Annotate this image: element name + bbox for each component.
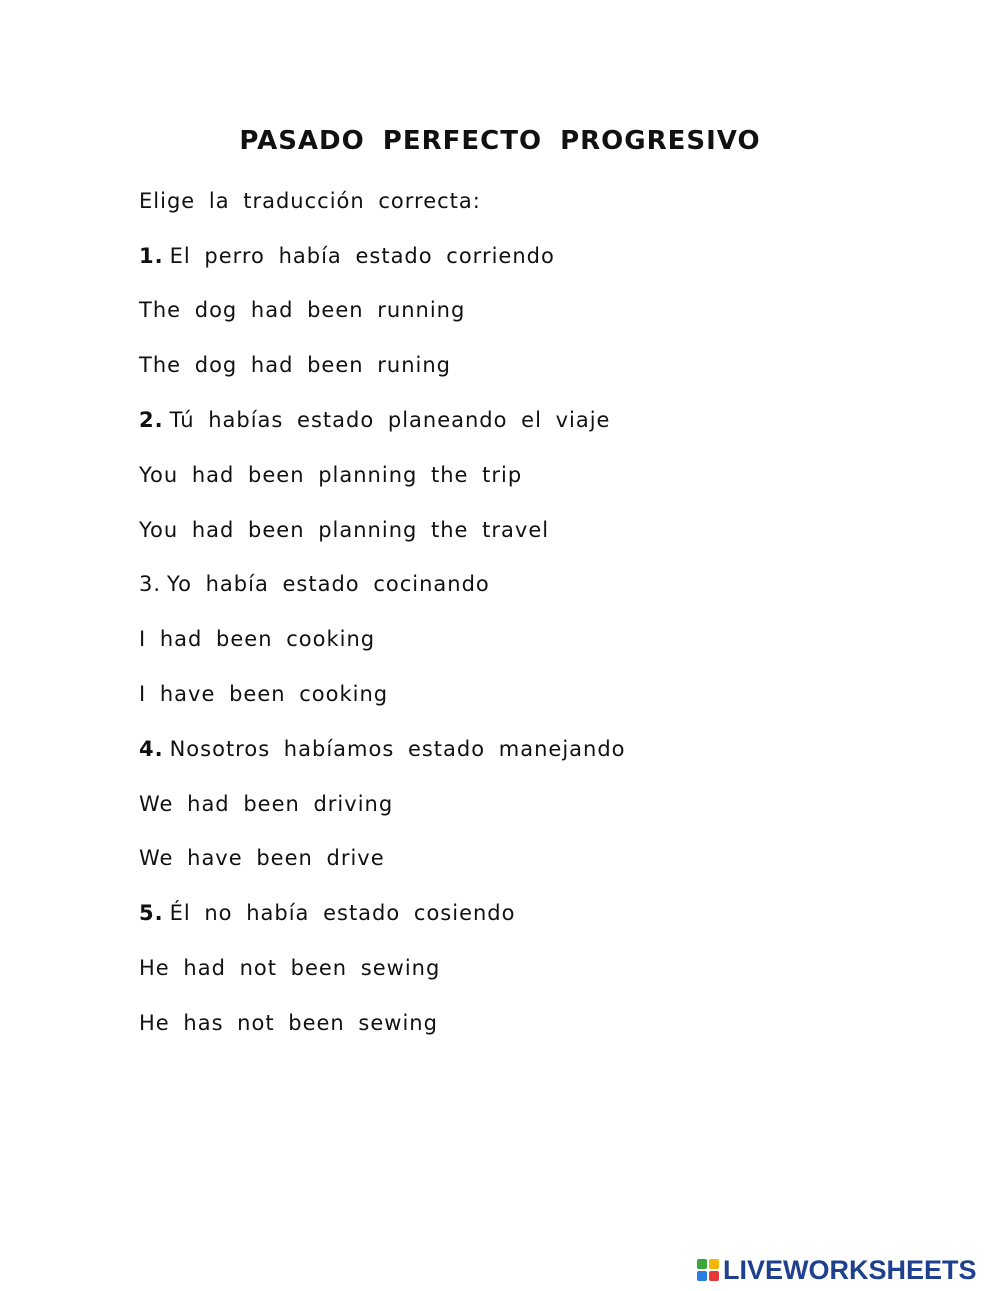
question-number: 5. bbox=[139, 901, 164, 925]
answer-option[interactable]: He has not been sewing bbox=[139, 1011, 438, 1035]
answer-option[interactable]: The dog had been runing bbox=[139, 353, 451, 377]
answer-option[interactable]: I have been cooking bbox=[139, 682, 389, 706]
question-number: 2. bbox=[139, 408, 164, 432]
instruction-text: Elige la traducción correcta: bbox=[139, 189, 481, 213]
liveworksheets-logo bbox=[697, 1255, 977, 1285]
question-prompt: Yo había estado cocinando bbox=[167, 572, 490, 596]
question-number: 4. bbox=[139, 737, 164, 761]
logo-square bbox=[697, 1259, 707, 1269]
question-1-prompt bbox=[139, 241, 555, 271]
answer-option[interactable]: We have been drive bbox=[139, 846, 385, 870]
page-title: PASADO PERFECTO PROGRESIVO bbox=[239, 126, 761, 156]
question-5-prompt bbox=[139, 898, 516, 928]
question-prompt: Él no había estado cosiendo bbox=[169, 901, 516, 925]
question-prompt: Tú habías estado planeando el viaje bbox=[169, 408, 611, 432]
question-number: 3. bbox=[139, 572, 162, 596]
question-4-prompt bbox=[139, 734, 626, 764]
question-prompt: Nosotros habíamos estado manejando bbox=[169, 737, 626, 761]
logo-square bbox=[709, 1271, 719, 1281]
question-2-prompt bbox=[139, 405, 610, 435]
question-prompt: El perro había estado corriendo bbox=[169, 244, 555, 268]
answer-option[interactable]: We had been driving bbox=[139, 792, 394, 816]
question-number: 1. bbox=[139, 244, 164, 268]
answer-option[interactable]: You had been planning the travel bbox=[139, 518, 550, 542]
answer-option[interactable]: You had been planning the trip bbox=[139, 463, 523, 487]
answer-option[interactable]: The dog had been running bbox=[139, 298, 466, 322]
liveworksheets-logo-icon bbox=[697, 1259, 719, 1281]
logo-text: LIVEWORKSHEETS bbox=[723, 1254, 977, 1285]
answer-option[interactable]: I had been cooking bbox=[139, 627, 376, 651]
answer-option[interactable]: He had not been sewing bbox=[139, 956, 441, 980]
question-3-prompt bbox=[139, 569, 490, 599]
logo-square bbox=[697, 1271, 707, 1281]
logo-square bbox=[709, 1259, 719, 1269]
